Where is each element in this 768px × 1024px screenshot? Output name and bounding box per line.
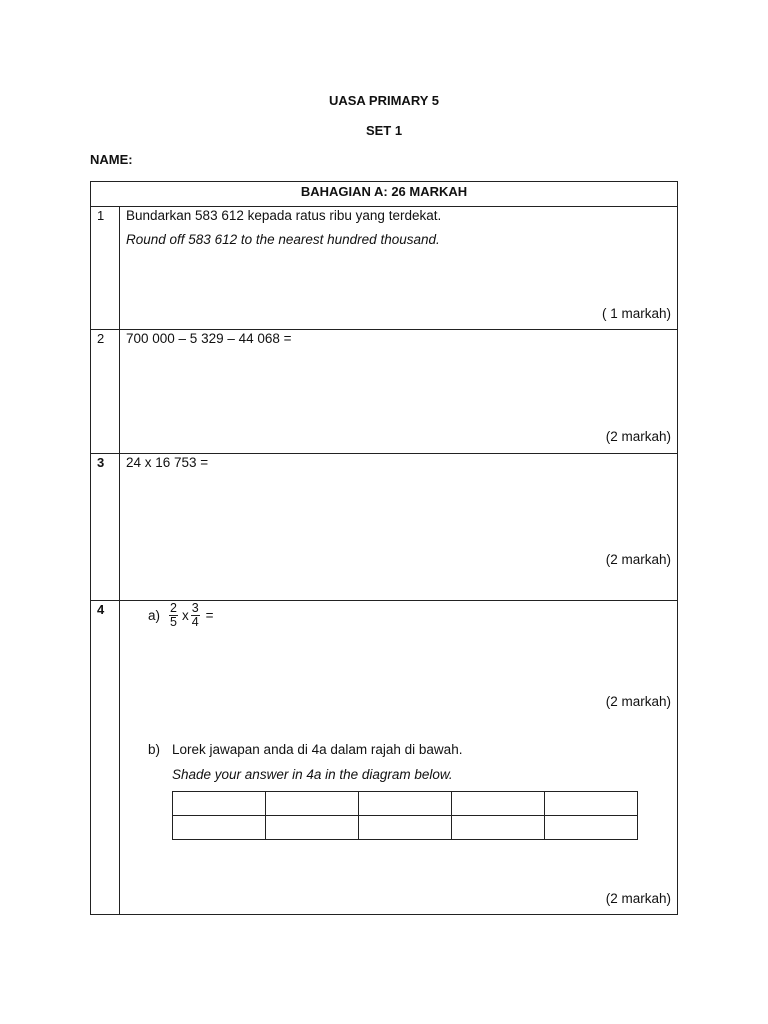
diagram-cell[interactable] bbox=[452, 816, 545, 840]
fraction-three-quarters: $\frac{3}{4}$ bbox=[191, 601, 199, 629]
question-number: 1 bbox=[97, 208, 105, 223]
row-divider bbox=[91, 453, 677, 454]
section-title: BAHAGIAN A: 26 MARKAH bbox=[300, 184, 468, 199]
question-text-ms: Lorek jawapan anda di 4a dalam rajah di bawah. bbox=[172, 742, 463, 757]
diagram-cell[interactable] bbox=[359, 792, 452, 816]
marks-label: (2 markah) bbox=[605, 891, 671, 906]
part-label: a) bbox=[148, 608, 161, 623]
question-number: 4 bbox=[97, 602, 105, 617]
question-4a bbox=[148, 602, 214, 629]
multiply-sign: x bbox=[181, 608, 189, 623]
marks-label: (2 markah) bbox=[605, 694, 671, 709]
equals-sign: = bbox=[205, 608, 214, 623]
question-text-ms: Bundarkan 583 612 kepada ratus ribu yang terdekat. bbox=[126, 208, 442, 223]
diagram-cell[interactable] bbox=[173, 816, 266, 840]
question-text-en: Shade your answer in 4a in the diagram below. bbox=[172, 767, 453, 782]
diagram-cell[interactable] bbox=[359, 816, 452, 840]
row-divider bbox=[91, 329, 677, 330]
part-label: b) bbox=[148, 742, 161, 757]
shading-diagram bbox=[172, 791, 638, 840]
marks-label: (2 markah) bbox=[605, 429, 671, 444]
row-divider bbox=[91, 206, 677, 207]
page-title: UASA PRIMARY 5 bbox=[328, 93, 440, 108]
diagram-cell[interactable] bbox=[545, 792, 638, 816]
fraction-two-fifths: $\frac{2}{5}$ bbox=[170, 601, 177, 629]
name-label: NAME: bbox=[90, 152, 133, 167]
set-label: SET 1 bbox=[365, 123, 403, 138]
diagram-cell[interactable] bbox=[266, 792, 359, 816]
question-text-en: Round off 583 612 to the nearest hundred thousand. bbox=[126, 232, 440, 247]
number-column-divider bbox=[119, 207, 120, 914]
marks-label: (2 markah) bbox=[605, 552, 671, 567]
question-table bbox=[90, 181, 678, 915]
question-text-ms: 700 000 – 5 329 – 44 068 = bbox=[126, 331, 292, 346]
question-number: 2 bbox=[97, 331, 105, 346]
diagram-cell[interactable] bbox=[452, 792, 545, 816]
diagram-cell[interactable] bbox=[173, 792, 266, 816]
row-divider bbox=[91, 600, 677, 601]
question-number: 3 bbox=[97, 455, 105, 470]
diagram-cell[interactable] bbox=[266, 816, 359, 840]
question-text-ms: 24 x 16 753 = bbox=[126, 455, 209, 470]
diagram-cell[interactable] bbox=[545, 816, 638, 840]
marks-label: ( 1 markah) bbox=[601, 306, 671, 321]
